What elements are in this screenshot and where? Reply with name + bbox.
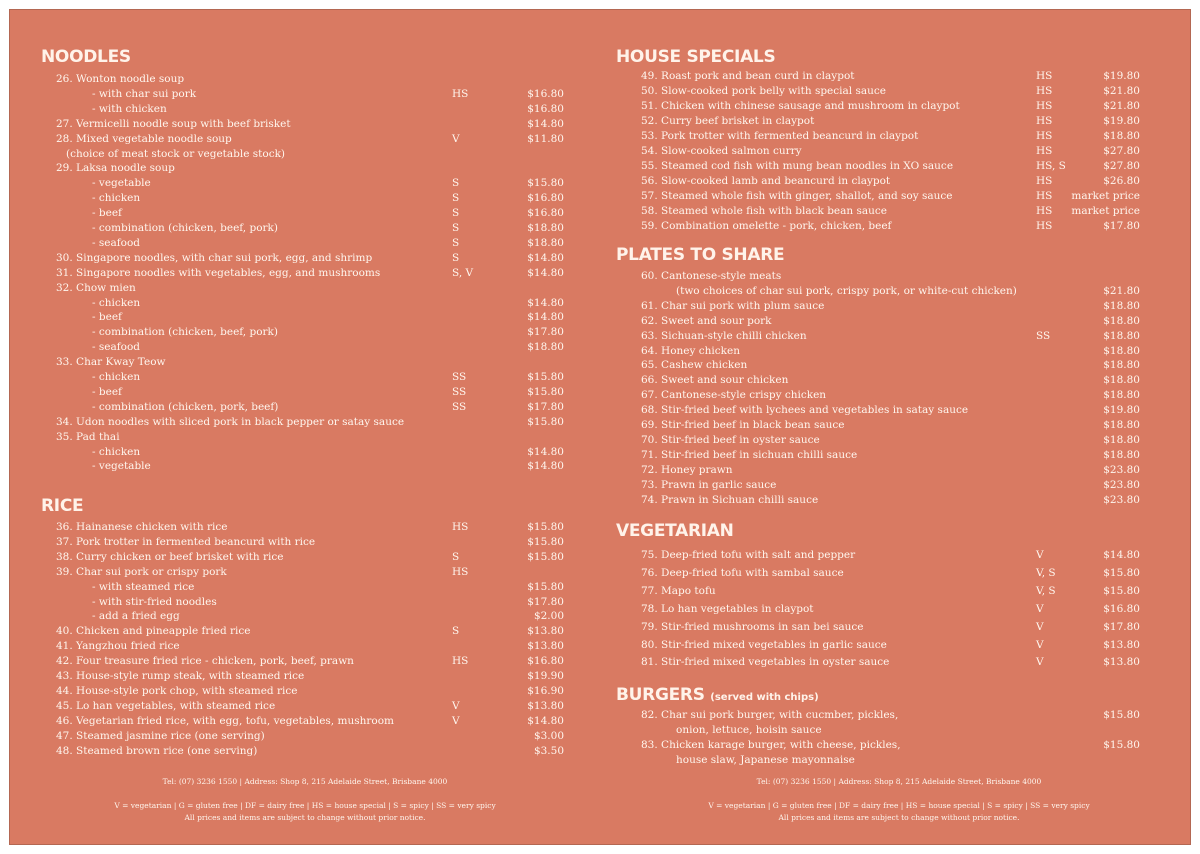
menu-item-tag: S <box>452 207 460 220</box>
menu-item-tag: S <box>452 222 460 234</box>
menu-item-price: $19.80 <box>1103 404 1140 417</box>
menu-item-tag: V <box>452 699 460 712</box>
menu-item-name: 27. Vermicelli noodle soup with beef brisket <box>56 117 291 130</box>
menu-item-price: $18.80 <box>1103 374 1140 387</box>
menu-item-name: 81. Stir-fried mixed vegetables in oyster sauce <box>641 656 890 669</box>
menu-item-name: 33. Char Kway Teow <box>56 356 166 369</box>
menu-item-price: $15.80 <box>527 535 564 548</box>
menu-item-price: $18.80 <box>1103 344 1140 357</box>
menu-item-name: 45. Lo han vegetables, with steamed rice <box>56 699 276 712</box>
menu-item-price: $14.80 <box>527 445 564 458</box>
menu-item-price: $18.80 <box>527 222 564 234</box>
menu-item-name: 80. Stir-fried mixed vegetables in garlic sauce <box>641 638 887 651</box>
menu-item-name: 61. Char sui pork with plum sauce <box>641 299 825 312</box>
menu-item-tag: HS <box>1036 100 1053 112</box>
menu-item-name: - chicken <box>92 192 141 205</box>
menu-item <box>606 433 1192 448</box>
menu-item-name: 37. Pork trotter in fermented beancurd with rice <box>56 535 316 548</box>
menu-item-price: $15.80 <box>1103 566 1140 579</box>
menu-item-tag: HS <box>452 565 469 578</box>
menu-item <box>606 655 1192 670</box>
menu-item-name: - combination (chicken, pork, beef) <box>92 400 279 413</box>
menu-item <box>10 535 600 550</box>
menu-item <box>10 565 600 580</box>
menu-item <box>606 69 1192 84</box>
menu-item <box>606 344 1192 359</box>
menu-item-tag: S <box>452 251 460 264</box>
menu-item-tag: V, S <box>1036 566 1056 579</box>
menu-item <box>10 191 600 206</box>
menu-item <box>606 84 1192 99</box>
menu-item <box>606 493 1192 508</box>
menu-item-name: - combination (chicken, beef, pork) <box>92 222 278 234</box>
menu-item-price: $16.80 <box>527 655 564 668</box>
menu-item-name: 55. Steamed cod fish with mung bean noodles in XO sauce <box>641 160 954 172</box>
menu-item-name: 68. Stir-fried beef with lychees and vegetables in satay sauce <box>641 404 969 417</box>
menu-item-price: $16.80 <box>527 102 564 115</box>
menu-item-name: 62. Sweet and sour pork <box>641 314 772 327</box>
menu-item-name: (two choices of char sui pork, crispy pork, or white-cut chicken) <box>676 284 1017 297</box>
menu-item-tag: V <box>1036 638 1044 651</box>
menu-item-name: (choice of meat stock or vegetable stock) <box>66 147 286 160</box>
footer-contact: Tel: (07) 3236 1550 | Address: Shop 8, 215 Adelaide Street, Brisbane 4000 <box>162 777 448 786</box>
menu-item-tag: HS <box>1036 70 1053 82</box>
menu-item-price: $14.80 <box>527 266 564 279</box>
menu-item-price: $15.80 <box>1103 709 1140 721</box>
footer-legend: V = vegetarian | G = gluten free | DF = dairy free | HS = house special | S = spicy | SS = very spicy <box>114 801 496 810</box>
menu-item-tag: S <box>452 236 460 249</box>
menu-item-name: 28. Mixed vegetable noodle soup <box>56 132 232 145</box>
menu-item-tag: HS <box>1036 175 1053 187</box>
menu-item <box>10 684 600 699</box>
menu-item <box>606 584 1192 599</box>
menu-item-name: 39. Char sui pork or crispy pork <box>56 565 227 578</box>
menu-item-tag: SS <box>452 400 467 413</box>
menu-item <box>606 723 1192 738</box>
menu-item <box>606 602 1192 617</box>
menu-item <box>10 325 600 340</box>
menu-item <box>10 744 600 759</box>
menu-item-price: $15.80 <box>527 385 564 398</box>
menu-item-tag: V <box>452 714 460 727</box>
menu-item-price: $13.80 <box>527 640 564 653</box>
menu-item-name: 71. Stir-fried beef in sichuan chilli sauce <box>641 448 858 461</box>
menu-item <box>606 753 1192 768</box>
menu-item <box>10 132 600 147</box>
menu-item-price: $16.80 <box>527 192 564 205</box>
menu-item-price: $21.80 <box>1103 85 1140 97</box>
menu-item <box>10 624 600 639</box>
menu-item <box>606 478 1192 493</box>
menu-item <box>10 117 600 132</box>
menu-item-price: $17.80 <box>527 595 564 608</box>
menu-item-name: - beef <box>92 207 122 220</box>
burgers-title: BURGERS <box>616 685 705 705</box>
menu-item <box>10 340 600 355</box>
burgers-note: (served with chips) <box>710 692 819 703</box>
menu-item <box>606 403 1192 418</box>
menu-item-price: $16.80 <box>1103 602 1140 615</box>
menu-item-price: $15.80 <box>527 371 564 383</box>
footer-legend: V = vegetarian | G = gluten free | DF = dairy free | HS = house special | S = spicy | SS = very spicy <box>708 801 1090 810</box>
menu-item <box>606 159 1192 174</box>
menu-item <box>10 445 600 460</box>
menu-item-name: - with chicken <box>92 102 167 115</box>
menu-item-tag: HS <box>452 655 469 668</box>
menu-item-price: $18.80 <box>1103 419 1140 431</box>
menu-item-price: $18.80 <box>1103 359 1140 372</box>
menu-item <box>606 566 1192 581</box>
menu-item-name: - seafood <box>92 236 140 249</box>
menu-item <box>10 161 600 176</box>
menu-item <box>10 385 600 400</box>
menu-item <box>10 654 600 669</box>
menu-item <box>606 314 1192 329</box>
menu-item-name: 83. Chicken karage burger, with cheese, pickles, <box>641 738 901 751</box>
menu-item <box>606 708 1192 723</box>
menu-item-name: 49. Roast pork and bean curd in claypot <box>641 70 855 82</box>
menu-item-price: $18.80 <box>1103 299 1140 312</box>
menu-item <box>606 144 1192 159</box>
menu-item-tag: HS <box>1036 190 1053 202</box>
menu-item <box>606 269 1192 284</box>
menu-item <box>10 370 600 385</box>
menu-item <box>606 548 1192 563</box>
menu-item-price: $18.80 <box>527 341 564 354</box>
menu-item <box>606 129 1192 144</box>
menu-item-price: $21.80 <box>1103 100 1140 112</box>
menu-item-name: 57. Steamed whole fish with ginger, shallot, and soy sauce <box>641 190 953 202</box>
menu-item-name: 77. Mapo tofu <box>641 584 716 597</box>
noodles-heading: NOODLES <box>41 47 131 67</box>
menu-item <box>606 114 1192 129</box>
menu-item-price: $11.80 <box>527 132 564 145</box>
menu-item <box>10 176 600 191</box>
menu-item-tag: HS <box>452 87 469 100</box>
menu-item-name: 79. Stir-fried mushrooms in san bei sauce <box>641 620 864 633</box>
menu-item-name: 36. Hainanese chicken with rice <box>56 521 228 533</box>
menu-item <box>10 595 600 610</box>
menu-item-tag: HS <box>1036 115 1053 127</box>
menu-item-name: 82. Char sui pork burger, with cucmber, pickles, <box>641 709 899 721</box>
menu-item-name: 73. Prawn in garlic sauce <box>641 478 777 491</box>
menu-item-price: $16.80 <box>527 87 564 100</box>
menu-item-price: $15.80 <box>527 521 564 533</box>
menu-item-price: $13.80 <box>1103 638 1140 651</box>
menu-item <box>10 87 600 102</box>
menu-item-price: $21.80 <box>1103 284 1140 297</box>
menu-item-name: 32. Chow mien <box>56 281 136 294</box>
menu-item-price: $16.80 <box>527 207 564 220</box>
menu-item-name: 76. Deep-fried tofu with sambal sauce <box>641 566 844 579</box>
menu-item-name: 38. Curry chicken or beef brisket with rice <box>56 550 284 563</box>
menu-item-price: $19.80 <box>1103 115 1140 127</box>
menu-item <box>10 221 600 236</box>
menu-item <box>606 738 1192 753</box>
menu-item-name: 72. Honey prawn <box>641 463 733 476</box>
menu-item-name: 30. Singapore noodles, with char sui pork, egg, and shrimp <box>56 251 373 264</box>
menu-item-name: - chicken <box>92 296 141 309</box>
menu-item <box>606 189 1192 204</box>
menu-item-price: $13.80 <box>527 699 564 712</box>
menu-item-price: market price <box>1071 205 1140 217</box>
menu-item-name: house slaw, Japanese mayonnaise <box>676 753 855 766</box>
menu-item <box>606 638 1192 653</box>
menu-item-price: $27.80 <box>1103 145 1140 157</box>
menu-item-price: $18.80 <box>1103 448 1140 461</box>
menu-item <box>606 463 1192 478</box>
menu-item-name: 40. Chicken and pineapple fried rice <box>56 625 251 638</box>
menu-item <box>606 299 1192 314</box>
menu-item-tag: HS <box>1036 205 1053 217</box>
menu-item-price: $15.80 <box>527 415 564 428</box>
menu-item-price: $27.80 <box>1103 160 1140 172</box>
burgers-heading <box>616 685 819 705</box>
menu-item-name: - with steamed rice <box>92 580 195 593</box>
menu-item <box>10 296 600 311</box>
menu-item-price: $17.80 <box>527 400 564 413</box>
menu-item-price: market price <box>1071 190 1140 202</box>
menu-item-name: 75. Deep-fried tofu with salt and pepper <box>641 549 856 561</box>
menu-item <box>10 206 600 221</box>
menu-item <box>606 219 1192 234</box>
menu-item-price: $3.50 <box>533 744 564 757</box>
menu-item <box>606 418 1192 433</box>
footer-disclaimer: All prices and items are subject to change without prior notice. <box>184 813 426 822</box>
menu-item-price: $15.80 <box>1103 584 1140 597</box>
menu-item <box>10 714 600 729</box>
menu-item-price: $14.80 <box>527 714 564 727</box>
menu-item-name: 43. House-style rump steak, with steamed rice <box>56 670 305 682</box>
menu-item <box>606 448 1192 463</box>
menu-item-price: $13.80 <box>527 625 564 638</box>
menu-item <box>10 430 600 445</box>
menu-item-name: 65. Cashew chicken <box>641 359 748 372</box>
menu-item <box>10 355 600 370</box>
house-specials-heading: HOUSE SPECIALS <box>616 47 776 67</box>
menu-item-name: - with stir-fried noodles <box>92 595 217 608</box>
menu-item-price: $15.80 <box>527 177 564 190</box>
menu-item <box>10 400 600 415</box>
menu-item-price: $23.80 <box>1103 478 1140 491</box>
menu-item-tag: S <box>452 177 460 190</box>
menu-item-name: 46. Vegetarian fried rice, with egg, tofu, vegetables, mushroom <box>56 714 394 727</box>
menu-item-name: 70. Stir-fried beef in oyster sauce <box>641 433 820 446</box>
menu-item-price: $17.80 <box>527 326 564 339</box>
vegetarian-heading: VEGETARIAN <box>616 521 734 541</box>
menu-item-name: - with char sui pork <box>92 87 197 100</box>
menu-item-price: $18.80 <box>1103 389 1140 402</box>
menu-item-price: $16.90 <box>527 684 564 697</box>
menu-item-name: 42. Four treasure fried rice - chicken, pork, beef, prawn <box>56 655 354 668</box>
menu-item <box>606 358 1192 373</box>
menu-item-price: $14.80 <box>527 311 564 324</box>
menu-item-tag: HS <box>1036 220 1053 232</box>
menu-item-tag: S <box>452 625 460 638</box>
menu-item-price: $14.80 <box>527 251 564 264</box>
menu-item <box>606 373 1192 388</box>
menu-item-name: 74. Prawn in Sichuan chilli sauce <box>641 493 819 506</box>
menu-item-price: $15.80 <box>1103 738 1140 751</box>
rice-heading: RICE <box>41 496 84 516</box>
menu-item-name: 35. Pad thai <box>56 430 120 443</box>
menu-item-name: 44. House-style pork chop, with steamed rice <box>56 684 298 697</box>
menu-item <box>10 310 600 325</box>
menu-item-name: 48. Steamed brown rice (one serving) <box>56 744 258 757</box>
menu-item-tag: HS <box>452 521 469 533</box>
plates-heading: PLATES TO SHARE <box>616 245 785 265</box>
menu-item-name: 69. Stir-fried beef in black bean sauce <box>641 419 845 431</box>
menu-item-name: - chicken <box>92 371 141 383</box>
menu-item-name: 64. Honey chicken <box>641 344 740 357</box>
menu-item-price: $18.80 <box>1103 433 1140 446</box>
menu-item <box>10 266 600 281</box>
menu-item-price: $15.80 <box>527 550 564 563</box>
menu-item-tag: V <box>1036 602 1044 615</box>
menu-item-tag: S <box>452 550 460 563</box>
menu-item-name: 66. Sweet and sour chicken <box>641 374 789 387</box>
menu-item-name: 60. Cantonese-style meats <box>641 270 782 282</box>
menu-item-name: - vegetable <box>92 460 151 473</box>
menu-item <box>10 699 600 714</box>
menu-item-tag: V <box>1036 656 1044 669</box>
menu-item <box>10 729 600 744</box>
menu-item-name: - add a fried egg <box>92 610 180 623</box>
menu-item-name: 56. Slow-cooked lamb and beancurd in claypot <box>641 175 891 187</box>
menu-item-name: 63. Sichuan-style chilli chicken <box>641 329 807 342</box>
menu-item-price: $14.80 <box>527 460 564 473</box>
menu-item-tag: V <box>452 132 460 145</box>
menu-item-name: - vegetable <box>92 177 151 190</box>
menu-item-price: $14.80 <box>527 296 564 309</box>
menu-item-price: $14.80 <box>1103 549 1140 561</box>
menu-item-tag: SS <box>452 371 467 383</box>
menu-item <box>10 415 600 430</box>
menu-item <box>10 669 600 684</box>
menu-item-tag: HS <box>1036 130 1053 142</box>
menu-item-price: $23.80 <box>1103 463 1140 476</box>
menu-item-name: 47. Steamed jasmine rice (one serving) <box>56 729 265 742</box>
menu-item-price: $18.80 <box>527 236 564 249</box>
menu-item-price: $17.80 <box>1103 620 1140 633</box>
menu-item <box>10 72 600 87</box>
menu-item-name: 54. Slow-cooked salmon curry <box>641 145 802 157</box>
menu-item-price: $13.80 <box>1103 656 1140 669</box>
menu-item-tag: S, V <box>452 266 474 279</box>
menu-item <box>10 520 600 535</box>
menu-item <box>606 99 1192 114</box>
menu-item-name: 29. Laksa noodle soup <box>56 162 175 175</box>
menu-item-tag: HS <box>1036 85 1053 97</box>
menu-item-name: 67. Cantonese-style crispy chicken <box>641 389 827 402</box>
menu-item <box>606 620 1192 635</box>
menu-item-tag: V <box>1036 620 1044 633</box>
menu-item <box>10 459 600 474</box>
menu-item-name: 59. Combination omelette - pork, chicken, beef <box>641 220 892 232</box>
menu-item-price: $17.80 <box>1103 220 1140 232</box>
menu-item-tag: SS <box>1036 329 1051 342</box>
menu-item-name: 51. Chicken with chinese sausage and mushroom in claypot <box>641 100 960 112</box>
menu-item-price: $2.00 <box>533 610 564 623</box>
menu-item-price: $18.80 <box>1103 314 1140 327</box>
menu-item-name: - seafood <box>92 341 140 354</box>
menu-item-name: 31. Singapore noodles with vegetables, egg, and mushrooms <box>56 266 381 279</box>
menu-item <box>10 639 600 654</box>
menu-item-name: 41. Yangzhou fried rice <box>56 640 180 653</box>
menu-item-price: $23.80 <box>1103 493 1140 506</box>
menu-item-price: $18.80 <box>1103 130 1140 142</box>
menu-item-name: onion, lettuce, hoisin sauce <box>676 723 822 736</box>
menu-item <box>10 147 600 162</box>
footer-disclaimer: All prices and items are subject to change without prior notice. <box>778 813 1020 822</box>
menu-item-name: - combination (chicken, beef, pork) <box>92 326 278 339</box>
menu-item-price: $3.00 <box>533 729 564 742</box>
menu-item-price: $19.90 <box>527 670 564 682</box>
menu-item <box>606 329 1192 344</box>
menu-item-tag: V, S <box>1036 584 1056 597</box>
menu-item <box>10 550 600 565</box>
menu-item <box>10 236 600 251</box>
menu-item <box>606 204 1192 219</box>
menu-item <box>10 251 600 266</box>
menu-item-price: $26.80 <box>1103 175 1140 187</box>
menu-item <box>606 388 1192 403</box>
menu-item <box>606 174 1192 189</box>
menu-item-price: $15.80 <box>527 580 564 593</box>
menu-item-tag: HS, S <box>1036 160 1066 172</box>
menu-item <box>606 284 1192 299</box>
menu-item-price: $18.80 <box>1103 329 1140 342</box>
menu-item <box>10 580 600 595</box>
menu-item-price: $14.80 <box>527 117 564 130</box>
menu-item-tag: V <box>1036 549 1044 561</box>
menu-item-name: 26. Wonton noodle soup <box>56 73 185 85</box>
menu-item-name: 78. Lo han vegetables in claypot <box>641 602 814 615</box>
menu-item-tag: SS <box>452 385 467 398</box>
menu-item-price: $19.80 <box>1103 70 1140 82</box>
menu-item-name: 53. Pork trotter with fermented beancurd in claypot <box>641 130 919 142</box>
menu-item <box>10 609 600 624</box>
menu-sheet <box>9 9 1191 845</box>
menu-item-name: - beef <box>92 385 122 398</box>
menu-item-name: 52. Curry beef brisket in claypot <box>641 115 815 127</box>
menu-item-tag: HS <box>1036 145 1053 157</box>
menu-item <box>10 102 600 117</box>
menu-item-name: 34. Udon noodles with sliced pork in black pepper or satay sauce <box>56 415 405 428</box>
footer-contact: Tel: (07) 3236 1550 | Address: Shop 8, 215 Adelaide Street, Brisbane 4000 <box>756 777 1042 786</box>
menu-item-name: - beef <box>92 311 122 324</box>
menu-item <box>10 281 600 296</box>
menu-item-name: 58. Steamed whole fish with black bean sauce <box>641 205 888 217</box>
menu-item-name: - chicken <box>92 445 141 458</box>
menu-item-tag: S <box>452 192 460 205</box>
menu-item-name: 50. Slow-cooked pork belly with special sauce <box>641 85 886 97</box>
